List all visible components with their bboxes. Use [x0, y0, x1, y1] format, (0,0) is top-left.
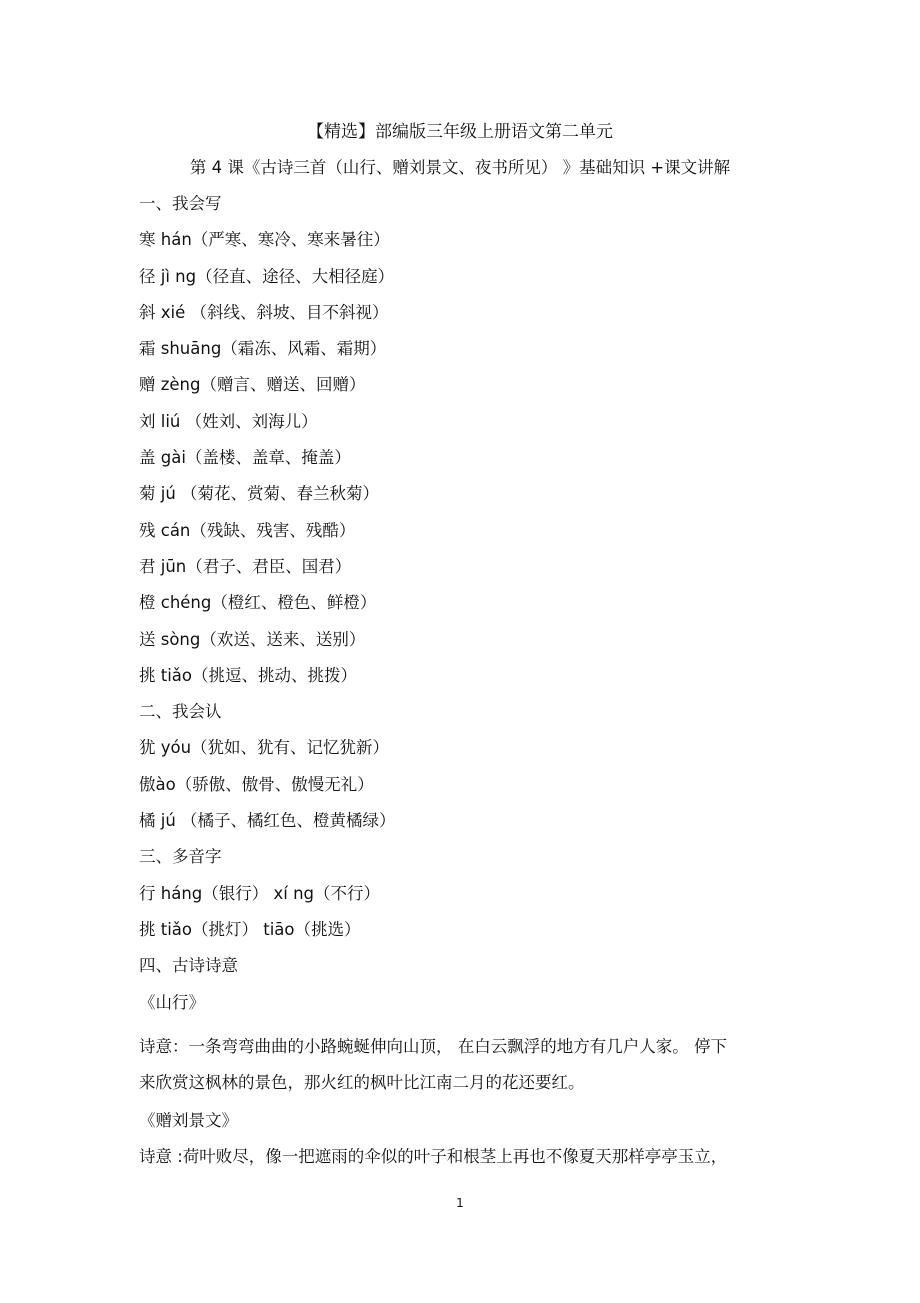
- poem-meaning-line: 诗意：一条弯弯曲曲的小路蜿蜒伸向山顶， 在白云飘浮的地方有几户人家。 停下: [139, 1036, 727, 1056]
- list-item: 挑 tiǎo（挑灯） tiāo（挑选）: [139, 919, 361, 939]
- poem-meaning: [139, 1029, 784, 1101]
- document-title: 【精选】部编版三年级上册语文第二单元: [307, 122, 613, 142]
- list-item: 送 sòng（欢送、送来、送别）: [139, 629, 366, 649]
- document-body: [139, 192, 789, 1181]
- list-item: 赠 zèng（赠言、赠送、回赠）: [139, 375, 366, 395]
- list-item: 径 jì ng（径直、途径、大相径庭）: [139, 266, 395, 286]
- list-item: 君 jūn（君子、君臣、国君）: [139, 556, 352, 576]
- poem-meaning-line: 来欣赏这枫林的景色，那火红的枫叶比江南二月的花还要红。: [139, 1072, 585, 1092]
- poem-title: 《山行》: [139, 992, 205, 1012]
- poem-title: 《赠刘景文》: [139, 1110, 238, 1130]
- page-number: 1: [456, 1196, 464, 1210]
- list-item: 寒 hán（严寒、寒冷、寒来暑往）: [139, 230, 390, 250]
- list-item: 盖 gài（盖楼、盖章、掩盖）: [139, 448, 351, 468]
- list-item: 斜 xié （斜线、斜坡、目不斜视）: [139, 302, 389, 322]
- section-heading-recognize: 二、我会认: [139, 702, 222, 722]
- list-item: 霜 shuāng（霜冻、风霜、霜期）: [139, 339, 387, 359]
- list-item: 挑 tiǎo（挑逗、挑动、挑拨）: [139, 665, 358, 685]
- section-heading-polyphone: 三、多音字: [139, 847, 222, 867]
- document-subtitle: 第 4 课《古诗三首（山行、赠刘景文、夜书所见） 》基础知识 +课文讲解: [189, 158, 731, 177]
- section-heading-poems: 四、古诗诗意: [139, 956, 238, 976]
- list-item: 刘 liú （姓刘、刘海儿）: [139, 411, 318, 431]
- list-item: 橘 jú （橘子、橘红色、橙黄橘绿）: [139, 811, 396, 831]
- list-item: 橙 chéng（橙红、橙色、鲜橙）: [139, 593, 377, 613]
- poem-meaning: 诗意 :荷叶败尽，像一把遮雨的伞似的叶子和根茎上再也不像夏天那样亭亭玉立，: [139, 1147, 728, 1167]
- list-item: 犹 yóu（犹如、犹有、记忆犹新）: [139, 738, 390, 758]
- list-item: 菊 jú （菊花、赏菊、春兰秋菊）: [139, 484, 380, 504]
- section-heading-write: 一、我会写: [139, 194, 222, 213]
- list-item: 残 cán（残缺、残害、残酷）: [139, 520, 356, 540]
- list-item: 傲ào（骄傲、傲骨、傲慢无礼）: [139, 774, 374, 794]
- list-item: 行 háng（银行） xí ng（不行）: [139, 883, 381, 903]
